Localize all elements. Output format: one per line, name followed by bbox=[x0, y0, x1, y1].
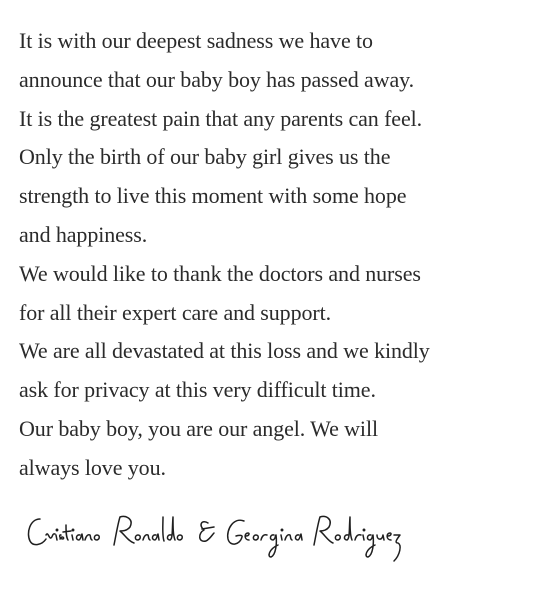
statement-text bbox=[19, 22, 519, 488]
statement-line: Only the birth of our baby girl gives us the bbox=[19, 144, 391, 170]
statement-line: We are all devastated at this loss and we kindly bbox=[19, 338, 430, 364]
statement-line: strength to live this moment with some hope bbox=[19, 183, 407, 209]
statement-line: It is with our deepest sadness we have to bbox=[19, 28, 373, 53]
statement-line: We would like to thank the doctors and nurses bbox=[19, 260, 421, 286]
statement-line: always love you. bbox=[19, 454, 166, 480]
statement-line: It is the greatest pain that any parents can feel. bbox=[19, 105, 423, 131]
handwritten-signature bbox=[22, 505, 402, 575]
statement-line: Our baby boy, you are our angel. We will bbox=[19, 415, 378, 441]
signature-drawing bbox=[22, 505, 402, 575]
statement-line: and happiness. bbox=[19, 221, 148, 247]
statement-line: ask for privacy at this very difficult time. bbox=[19, 377, 376, 403]
statement-line: announce that our baby boy has passed away. bbox=[19, 66, 415, 92]
statement-line: for all their expert care and support. bbox=[19, 299, 332, 325]
